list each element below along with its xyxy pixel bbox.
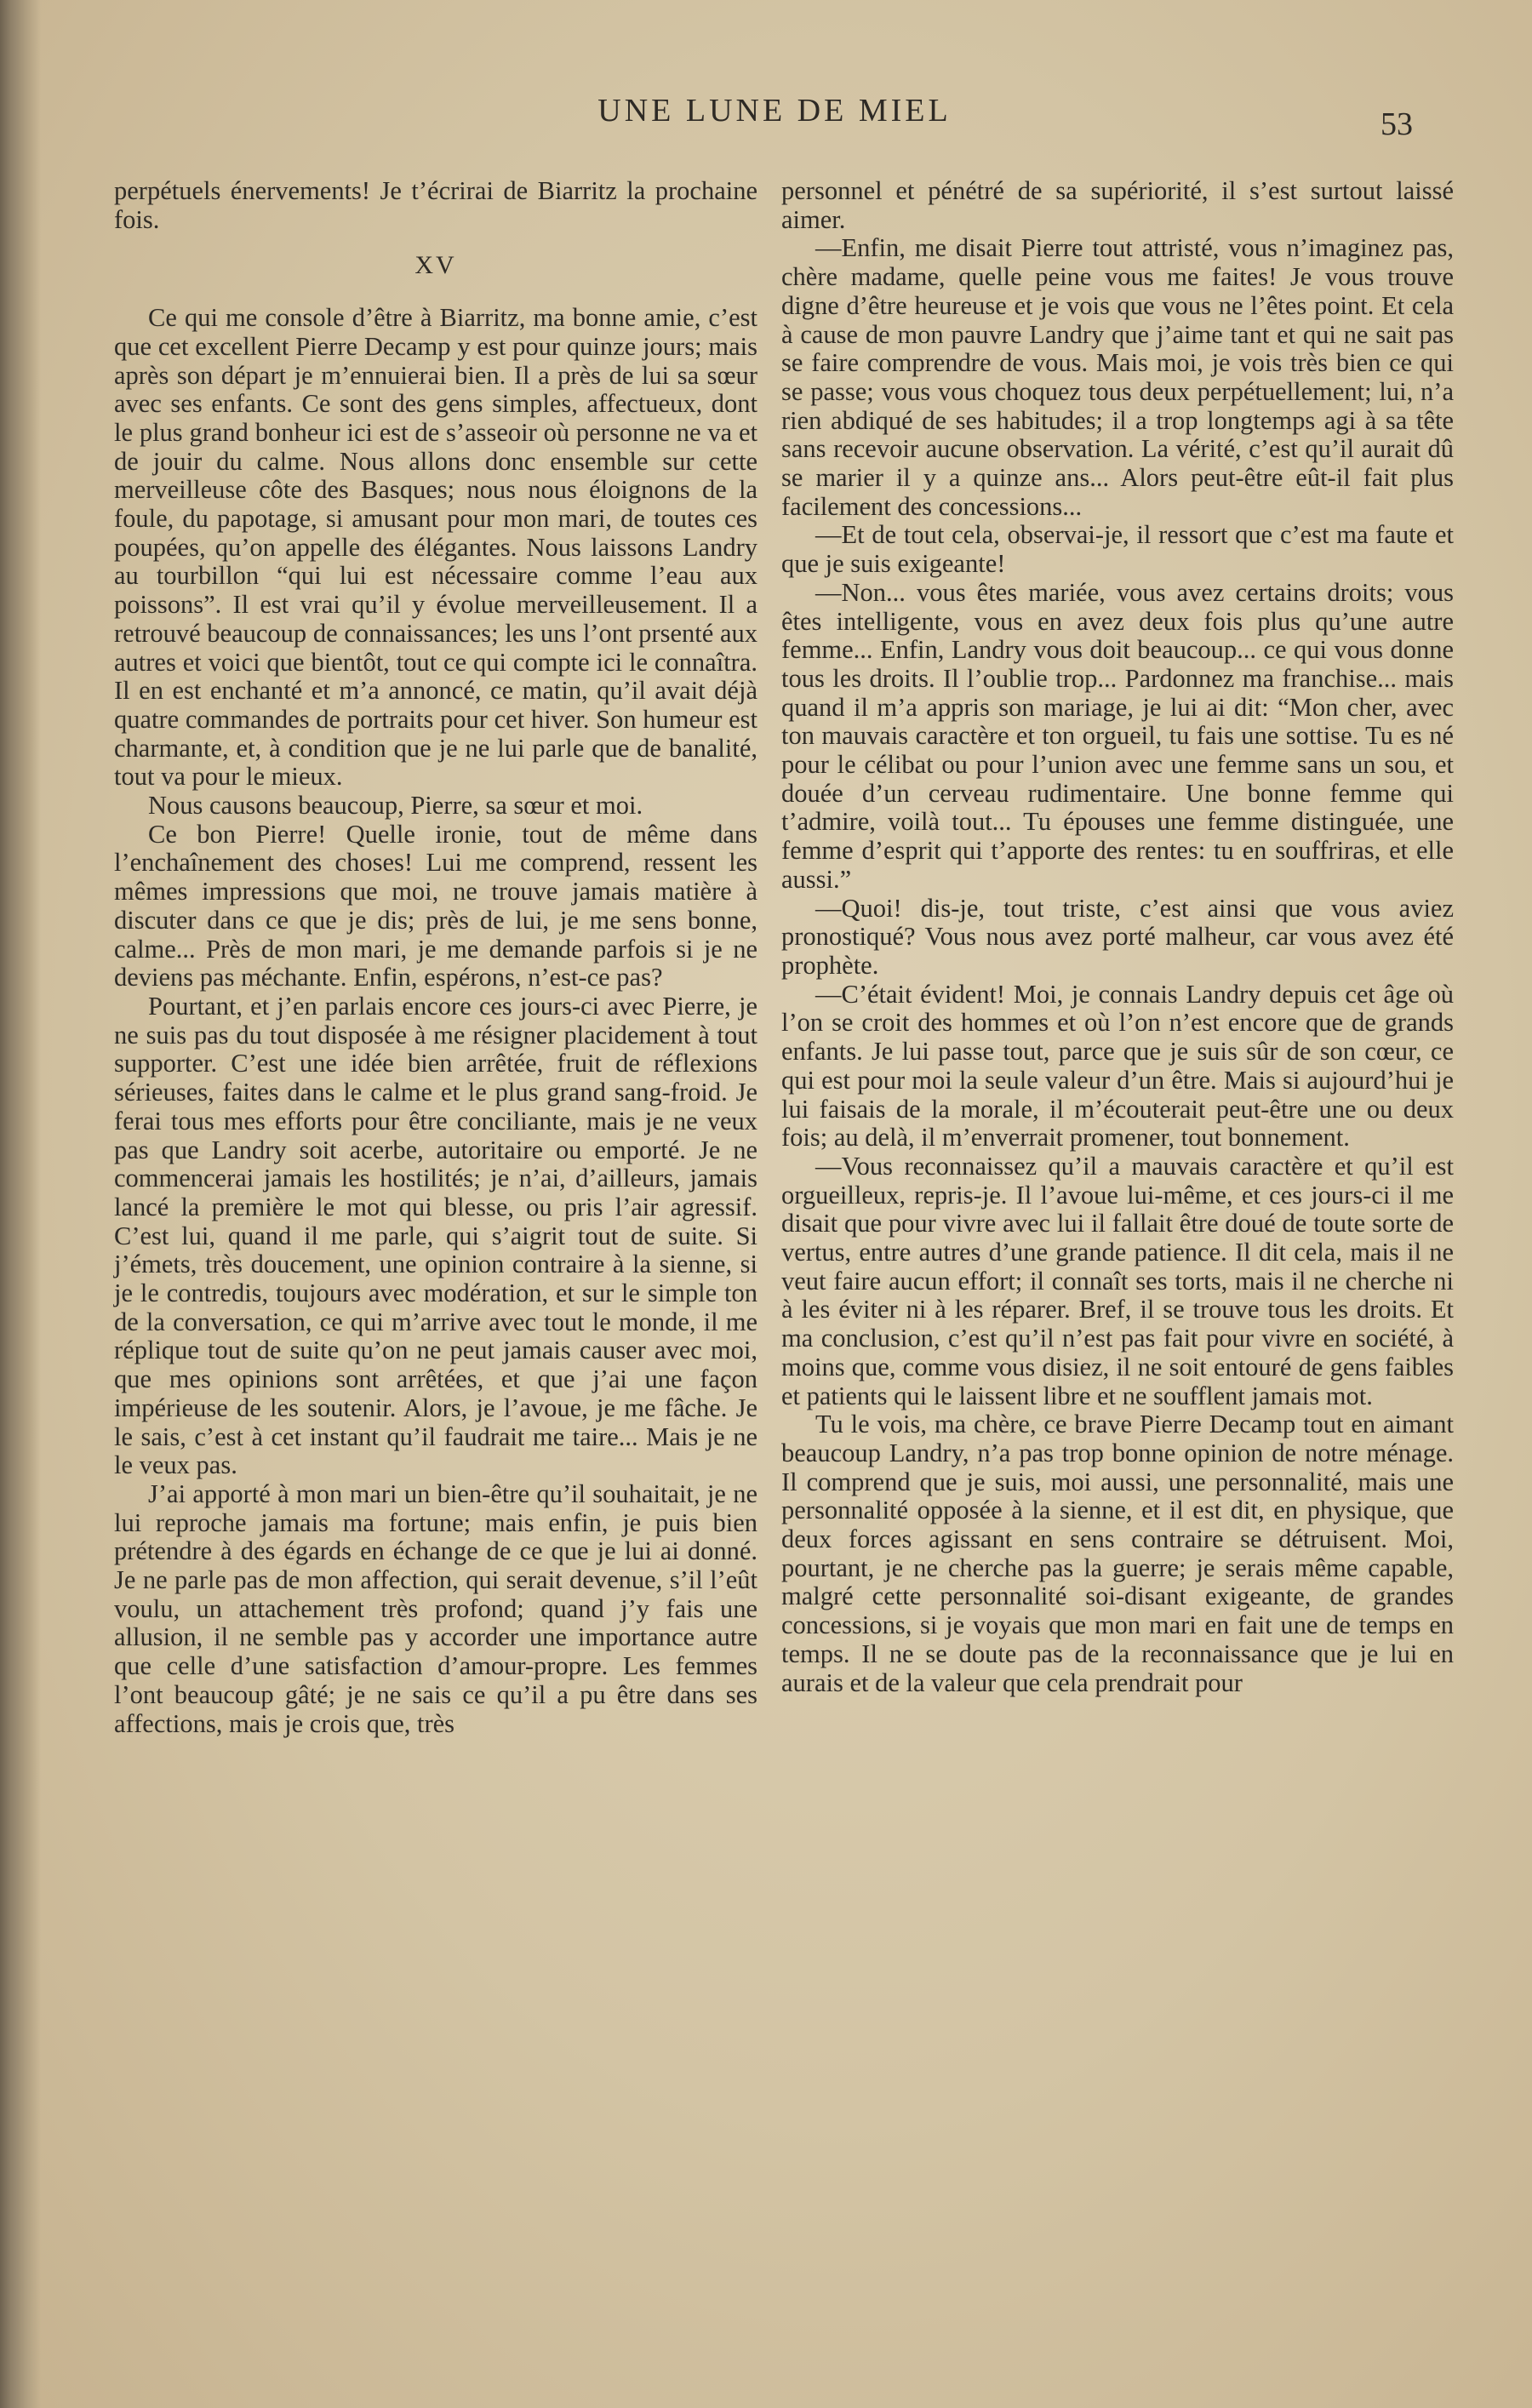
paragraph: J’ai apporté à mon mari un bien-être qu’il souhaitait, je ne lui reproche jamais ma fortune; mais enfin, je puis bien prétendre à des égards en échange de ce que je lui ai donné. Je ne parle pas de mon affection, qui serait devenue, s’il l’eût voulu, un attachement très profond; quand j’y fais une allusion, il ne semble pas y accorder une importance autre que celle d’une satisfaction d’amour-propre. Les femmes l’ont beaucoup gâté; je ne sais ce qu’il a pu être dans ses affections, mais je crois que, très <box>114 1479 757 1738</box>
page-number: 53 <box>1381 106 1413 142</box>
paragraph: —Non... vous êtes mariée, vous avez certains droits; vous êtes intelligente, vous en avez deux fois plus qu’une autre femme... Enfin, Landry vous doit beaucoup... ce qui vous donne tous les droits. Il l’oublie trop... Pardonnez ma franchise... mais quand il m’a appris son mariage, je lui ai dit: “Mon cher, avec ton mauvais caractère et ton orgueil, tu fais une sottise. Tu es né pour le célibat ou pour l’union avec une femme sans un sou, et douée d’un cerveau rudimentaire. Une bonne femme qui t’admire, voilà tout... Tu épouses une femme distinguée, une femme d’esprit qui t’apporte des rentes: tu en souffriras, et elle aussi.” <box>781 577 1454 894</box>
paragraph: Nous causons beaucoup, Pierre, sa sœur et moi. <box>148 791 643 821</box>
paragraph: —Enfin, me disait Pierre tout attristé, vous n’imaginez pas, chère madame, quelle peine vous me faites! Je vous trouve digne d’être heureuse et je vois que vous ne l’êtes point. Et cela à cause de mon pauvre Landry que j’aime tant et qui ne sait pas se faire comprendre de vous. Mais moi, je vois très bien ce qui se passe; vous vous choquez tous deux perpétuellement; lui, n’a rien abdiqué de ses habitudes; il a trop longtemps agi à sa tête sans recevoir aucune observation. La vérité, c’est qu’il aurait dû se marier il y a quinze ans... Alors peut-être eût-il fait plus facilement des concessions... <box>781 233 1454 521</box>
paragraph: Pourtant, et j’en parlais encore ces jours-ci avec Pierre, je ne suis pas du tout disposée à me résigner placidement à tout supporter. C’est une idée bien arrêtée, fruit de réflexions sérieuses, faites dans le calme et le plus grand sang-froid. Je ferai tous mes efforts pour être conciliante, mais je ne veux pas que Landry soit acerbe, autoritaire ou emporté. Je ne commencerai jamais les hostilités; je n’ai, d’ailleurs, jamais lancé la première le mot qui blesse, ou pris l’air agressif. C’est lui, quand il me parle, qui s’aigrit tout de suite. Si j’émets, très doucement, une opinion contraire à la sienne, si je le contredis, toujours avec modération, et sur le simple ton de la conversation, ce qui m’arrive avec tout le monde, il me réplique tout de suite qu’on ne peut jamais causer avec moi, que mes opinions sont arrêtées, et que j’ai une façon impérieuse de les soutenir. Alors, je l’avoue, je me fâche. Je le sais, c’est à cet instant qu’il faudrait me taire... Mais je ne le veux pas. <box>114 991 757 1480</box>
paragraph: Ce bon Pierre! Quelle ironie, tout de même dans l’enchaînement des choses! Lui me comprend, ressent les mêmes impressions que moi, ne trouve jamais matière à discuter dans ce que je dis; près de lui, je me sens bonne, calme... Près de mon mari, je me demande parfois si je ne deviens pas méchante. Enfin, espérons, n’est-ce pas? <box>114 819 757 992</box>
paragraph-continuation: personnel et pénétré de sa supériorité, il s’est surtout laissé aimer. <box>781 176 1454 234</box>
paragraph-continuation: perpétuels énervements! Je t’écrirai de Biarritz la prochaine fois. <box>114 176 757 234</box>
paragraph: —Et de tout cela, observai-je, il ressort que c’est ma faute et que je suis exigeante! <box>781 520 1454 579</box>
section-number: XV <box>414 251 457 280</box>
paragraph: —Vous reconnaissez qu’il a mauvais caractère et qu’il est orgueilleux, repris-je. Il l’avoue lui-même, et ces jours-ci il me disait que pour vivre avec lui il fallait être doué de toute sorte de vertus, entre autres d’une grande patience. Il dit cela, mais il ne veut faire aucun effort; il connaît ses torts, mais il ne cherche ni à les éviter ni à les réparer. Bref, il se trouve tous les droits. Et ma conclusion, c’est qu’il n’est pas fait pour vivre en société, à moins que, comme vous disiez, il ne soit entouré de gens faibles et patients qui le laissent libre et ne soufflent jamais mot. <box>781 1151 1454 1410</box>
paragraph: Ce qui me console d’être à Biarritz, ma bonne amie, c’est que cet excellent Pierre Decamp y est pour quinze jours; mais après son départ je m’ennuierai bien. Il a près de lui sa sœur avec ses enfants. Ce sont des gens simples, affectueux, dont le plus grand bonheur ici est de s’asseoir où personne ne va et de jouir du calme. Nous allons donc ensemble sur cette merveilleuse côte des Basques; nous nous éloignons de la foule, du papotage, si amusant pour mon mari, de toutes ces poupées, qu’on appelle des élégantes. Nous laissons Landry au tourbillon “qui lui est nécessaire comme l’eau aux poissons”. Il est vrai qu’il y évolue merveilleusement. Il a retrouvé beaucoup de connaissances; les uns l’ont prsenté aux autres et voici que bientôt, tout ce qui compte ici le connaîtra. Il en est enchanté et m’a annoncé, ce matin, qu’il avait déjà quatre commandes de portraits pour cet hiver. Son humeur est charmante, et, à condition que je ne lui parle que de banalité, tout va pour le mieux. <box>114 303 757 792</box>
running-title: UNE LUNE DE MIEL <box>597 93 952 129</box>
right-column <box>781 177 1454 1697</box>
paragraph: —C’était évident! Moi, je connais Landry depuis cet âge où l’on se croit des hommes et où l’on n’est encore que de grands enfants. Je lui passe tout, parce que je suis sûr de son cœur, ce qui est pour moi la seule valeur d’un être. Mais si aujourd’hui je lui faisais de la morale, il m’écouterait peut-être une ou deux fois; au delà, il m’enverrait promener, tout bonnement. <box>781 979 1454 1153</box>
paragraph: Tu le vois, ma chère, ce brave Pierre Decamp tout en aimant beaucoup Landry, n’a pas trop bonne opinion de notre ménage. Il comprend que je suis, moi aussi, une personnalité, mais une personnalité opposée à la sienne, et il est dit, en physique, que deux forces agissant en sens contraire se détruisent. Moi, pourtant, je ne cherche pas la guerre; je serais même capable, malgré cette personnalité soi-disant exigeante, de grandes concessions, si je voyais que mon mari en fait une de temps en temps. Il ne se doute pas de la reconnaissance que je lui en aurais et de la valeur que cela prendrait pour <box>781 1410 1454 1697</box>
paragraph: —Quoi! dis-je, tout triste, c’est ainsi que vous aviez pronostiqué? Vous nous avez porté malheur, car vous avez été prophète. <box>781 893 1454 980</box>
binding-gutter-shadow <box>0 0 41 2408</box>
left-column <box>114 177 757 1738</box>
